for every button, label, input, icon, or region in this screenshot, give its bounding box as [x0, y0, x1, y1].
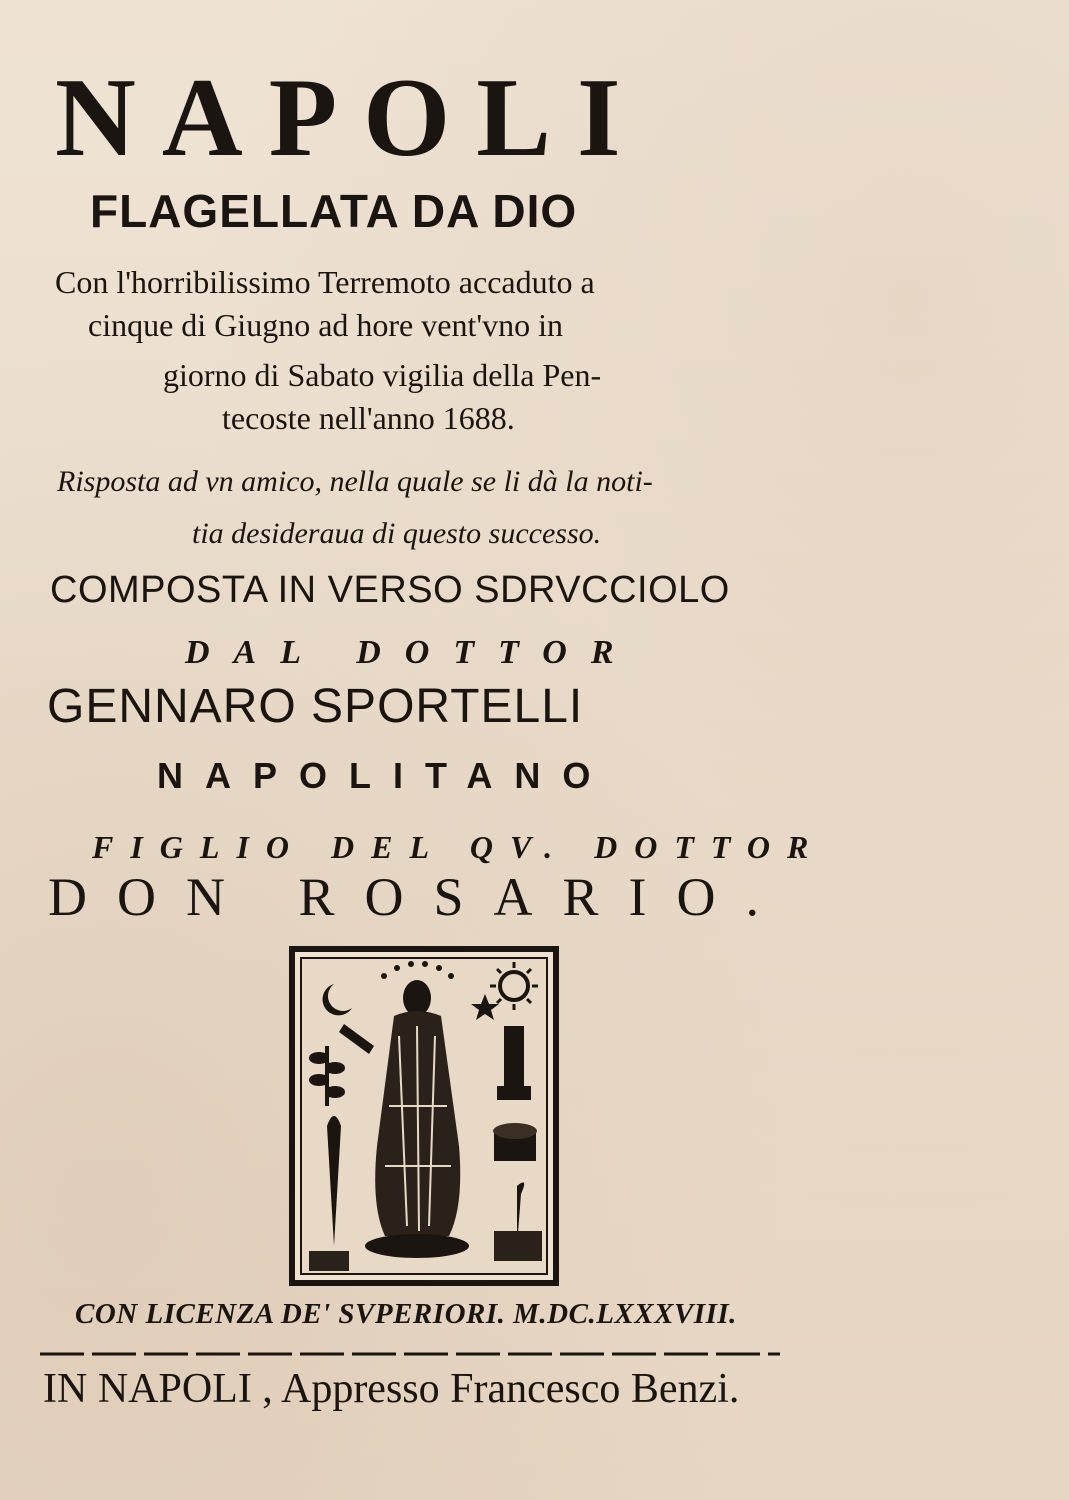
subtitle: FLAGELLATA DA DIO	[90, 185, 578, 237]
dal-dottor-line: DAL DOTTOR	[185, 634, 638, 671]
fountain-icon	[493, 1123, 537, 1161]
italic-line-2: tia desideraua di questo successo.	[192, 517, 602, 550]
description-line-1: Con l'horribilissimo Terremoto accaduto a	[55, 264, 595, 300]
figlio-line: FIGLIO DEL QV. DOTTOR	[92, 829, 826, 865]
description-line-4: tecoste nell'anno 1688.	[222, 400, 515, 436]
description-line-3: giorno di Sabato vigilia della Pen-	[163, 357, 602, 393]
italic-line-1: Risposta ad vn amico, nella quale se li dà la noti-	[57, 465, 653, 498]
author-name: GENNARO SPORTELLI	[47, 680, 584, 733]
description-line-2: cinque di Giugno ad hore vent'vno in	[88, 307, 563, 343]
license-line: CON LICENZA DE' SVPERIORI. M.DC.LXXXVIII.	[75, 1298, 737, 1330]
composition-note: COMPOSTA IN VERSO SDRVCCIOLO	[50, 569, 730, 611]
imprint-line: IN NAPOLI , Appresso Francesco Benzi.	[43, 1366, 740, 1412]
horizontal-rule	[40, 1347, 780, 1361]
garden-wall-icon	[494, 1231, 542, 1261]
father-name: DON ROSARIO.	[48, 867, 790, 927]
main-title: NAPOLI	[55, 56, 647, 180]
building-icon	[309, 1251, 349, 1271]
madonna-woodcut-illustration	[289, 946, 559, 1286]
author-origin: NAPOLITANO	[157, 755, 613, 796]
